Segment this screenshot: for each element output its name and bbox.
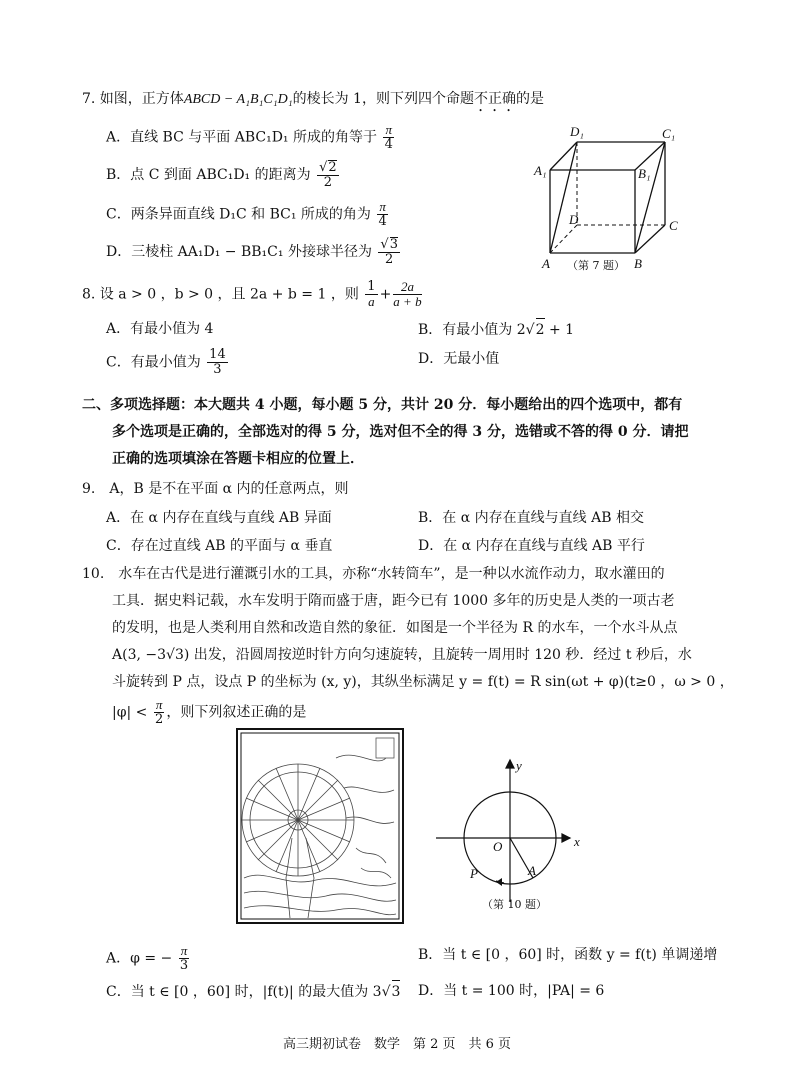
section2-line1: 二、多项选择题：本大题共 4 小题，每小题 5 分，共计 20 分．每小题给出的四个选项中，都有 [82, 397, 683, 413]
q8-opt-c-text: C．有最小值为 [106, 354, 201, 371]
q7-stem-text: 7. 如图，正方体 [82, 91, 184, 107]
fraction-pi-2 [154, 698, 165, 727]
section2-line2: 多个选项是正确的，全部选对的得 5 分，选对但不全的得 3 分，选错或不答的得 0 分．请把 [112, 424, 689, 440]
q8-option-c [106, 348, 230, 377]
frac-num: 14 [209, 347, 226, 362]
frac-num: √2 [319, 160, 337, 175]
q10-opt-a-text: A．φ = − [106, 950, 173, 967]
cube-caption: （第 7 题） [567, 259, 625, 272]
fraction-pi-3 [179, 944, 190, 973]
point-a-label: A [528, 863, 536, 878]
q10-option-d: D．当 t = 100 时，|PA| = 6 [418, 983, 605, 999]
q10-line3: 的发明，也是人类利用自然和改造自然的象征．如图是一个半径为 R 的水车，一个水斗从点 [112, 620, 678, 636]
fraction-sqrt3-2 [378, 237, 400, 267]
radicand: 3 [389, 237, 398, 252]
q7-option-b [106, 160, 341, 190]
fraction-14-3 [207, 348, 228, 377]
frac-num: 2a [393, 280, 421, 295]
q8-option-b: B．有最小值为 2√2 + 1 [418, 318, 574, 341]
cube-diagram [532, 120, 692, 280]
label-A: A [542, 256, 550, 271]
radicand: 3 [392, 980, 401, 1003]
q8-stem-text: 8. 设 a > 0 ，b > 0 ，且 2a + b = 1 ，则 [82, 286, 359, 303]
page-footer: 高三期初试卷 数学 第 2 页 共 6 页 [282, 1037, 512, 1052]
waterwheel-drawing [236, 728, 404, 924]
frac-den: a [368, 294, 375, 309]
frac-den: 2 [154, 712, 164, 727]
q10-option-c: C．当 t ∈ [0 ，60] 时，|f(t)| 的最大值为 3√3 [106, 980, 400, 1003]
q8-opt-b-post: + 1 [544, 322, 575, 338]
frac-num: √3 [380, 237, 398, 252]
label-D1: D₁ [570, 124, 584, 139]
axis-x-label: x [574, 834, 580, 849]
frac-den: 2 [385, 252, 394, 267]
q10-line4: A(3, −3√3) 出发，沿圆周按逆时针方向匀速旋转，且旋转一周用时 120 秒．经过 t 秒后，水 [112, 647, 692, 663]
label-B: B [634, 256, 642, 271]
q10-line6-pre: |φ| < [112, 704, 148, 721]
q10-line6 [112, 698, 306, 727]
point-p-label: P [470, 866, 478, 881]
frac-num: 1 [367, 279, 376, 294]
q8-opt-b-text: B．有最小值为 2 [418, 322, 526, 338]
section2-line3: 正确的选项填涂在答题卡相应的位置上． [112, 451, 364, 467]
frac-den: 4 [384, 137, 393, 152]
fraction-pi-4 [383, 123, 394, 152]
frac-num: π [155, 697, 163, 712]
q7-opt-b-text: B．点 C 到面 ABC₁D₁ 的距离为 [106, 167, 311, 183]
q7-cube-name: ABCD − A₁B₁C₁D₁ [183, 92, 293, 107]
q7-option-a [106, 123, 396, 152]
frac-den: 2 [323, 175, 332, 190]
q10-line1: 10. 水车在古代是进行灌溉引水的工具，亦称“水转筒车”，是一种以水流作动力，取水灌田的 [82, 566, 665, 582]
label-C: C [669, 218, 678, 233]
label-C1: C₁ [662, 126, 676, 141]
radicand: 2 [536, 318, 545, 341]
q7-opt-d-text: D．三棱柱 AA₁D₁ − BB₁C₁ 外接球半径为 [106, 244, 372, 260]
q7-opt-a-text: A．直线 BC 与平面 ABC₁D₁ 所成的角等于 [106, 129, 377, 146]
q7-stem [82, 88, 544, 115]
circle-diagram [430, 752, 600, 916]
waterwheel-illustration [236, 728, 404, 924]
cube-figure [532, 120, 692, 280]
frac-num: π [180, 943, 188, 958]
q9-option-c: C．存在过直线 AB 的平面与 α 垂直 [106, 538, 333, 554]
label-B1: B₁ [638, 166, 651, 181]
fraction-pi-4-c [377, 200, 388, 229]
frac-den: 4 [378, 214, 387, 229]
label-D: D [569, 212, 579, 227]
q9-stem: 9. A，B 是不在平面 α 内的任意两点，则 [82, 481, 349, 497]
q7-opt-c-text: C．两条异面直线 D₁C 和 BC₁ 所成的角为 [106, 206, 371, 223]
origin-label: O [493, 839, 503, 854]
q10-opt-c-text: C．当 t ∈ [0 ，60] 时，|f(t)| 的最大值为 3 [106, 984, 382, 1000]
frac-den: 3 [213, 362, 222, 377]
q7-option-c [106, 200, 390, 229]
plus-sign: + [379, 286, 392, 303]
q8-frac1 [365, 280, 377, 309]
q7-stem-text2: 的棱长为 1，则下列四个命题 [292, 91, 474, 107]
frac-den: a + b [393, 294, 422, 309]
q10-line6-post: ，则下列叙述正确的是 [166, 704, 307, 721]
frac-num: π [379, 199, 386, 214]
frac-den: 3 [179, 958, 189, 973]
q7-option-d [106, 237, 402, 267]
radicand: 2 [328, 160, 337, 175]
axis-y-label: y [516, 758, 522, 773]
q8-stem [82, 280, 424, 309]
label-A1: A₁ [534, 163, 547, 178]
q8-frac2 [393, 280, 421, 309]
q7-emphasis: 不正确 [473, 91, 516, 107]
q9-option-a: A．在 α 内存在直线与直线 AB 异面 [106, 510, 332, 526]
circle-plot [430, 752, 600, 916]
q10-line5: 斗旋转到 P 点，设点 P 的坐标为 (x, y)，其纵坐标满足 y = f(t) = R sin(ωt + φ)(t≥0 ，ω > 0 ， [112, 674, 734, 690]
q9-option-b: B．在 α 内存在直线与直线 AB 相交 [418, 510, 644, 526]
q10-option-b: B．当 t ∈ [0 ，60] 时，函数 y = f(t) 单调递增 [418, 947, 718, 963]
q7-stem-end: 的是 [515, 91, 544, 107]
q8-option-d: D．无最小值 [418, 351, 500, 367]
q10-option-a [106, 944, 191, 973]
circle-caption: （第 10 题） [482, 898, 547, 911]
fraction-sqrt2-2 [317, 160, 339, 190]
frac-num: π [385, 122, 392, 137]
q9-option-d: D．在 α 内存在直线与直线 AB 平行 [418, 538, 645, 554]
q8-option-a: A．有最小值为 4 [106, 321, 214, 337]
q10-line2: 工具．据史料记载，水车发明于隋而盛于唐，距今已有 1000 多年的历史是人类的一项古老 [112, 593, 675, 609]
